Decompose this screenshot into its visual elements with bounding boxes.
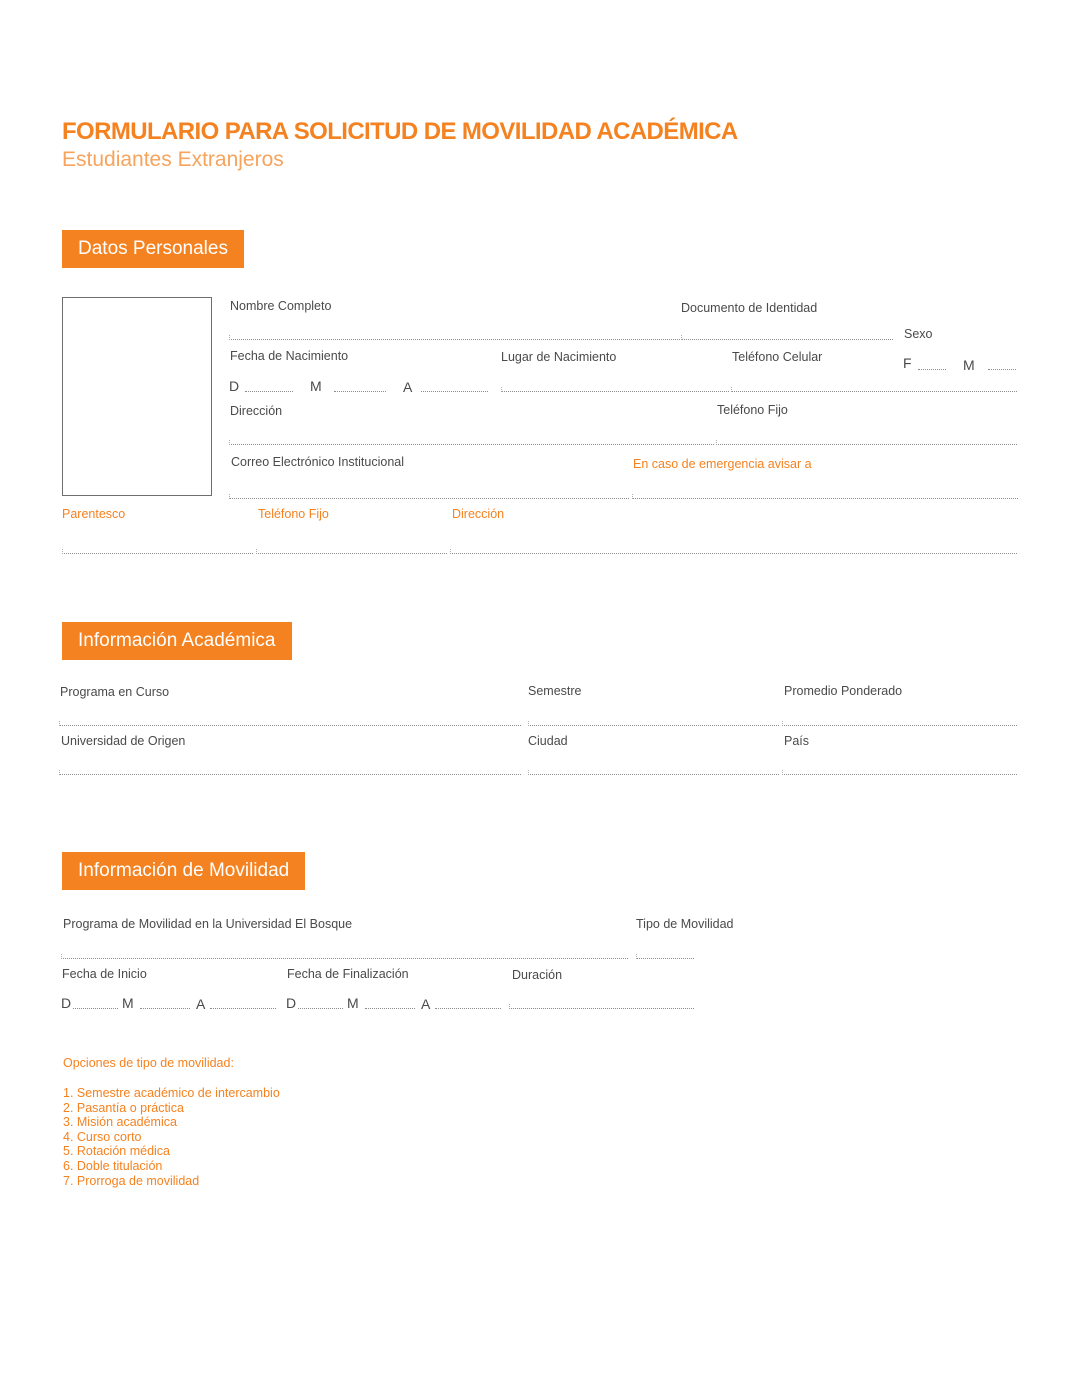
label-semestre: Semestre (528, 684, 582, 698)
programa-movilidad-field[interactable] (61, 954, 628, 959)
fin-mes-letter: M (347, 995, 359, 1011)
label-duracion: Duración (512, 968, 563, 982)
label-sexo: Sexo (904, 327, 933, 341)
fecha-nac-mes-field[interactable] (334, 387, 386, 392)
fecha-nac-anio-letter: A (403, 379, 413, 395)
label-documento-identidad: Documento de Identidad (681, 301, 818, 315)
inicio-anio-letter: A (196, 996, 206, 1012)
fecha-nac-dia-field[interactable] (245, 387, 293, 392)
lugar-nacimiento-field[interactable] (501, 387, 729, 392)
label-correo: Correo Electrónico Institucional (231, 455, 404, 469)
option-item: 7. Prorroga de movilidad (63, 1173, 200, 1188)
label-fecha-inicio: Fecha de Inicio (62, 967, 147, 981)
telefono-celular-field[interactable] (731, 387, 1017, 392)
fecha-nac-anio-field[interactable] (421, 387, 488, 392)
emergencia-field[interactable] (632, 494, 1018, 499)
sexo-m-letter: M (963, 357, 975, 373)
sexo-m-field[interactable] (988, 365, 1016, 370)
label-ciudad: Ciudad (528, 734, 568, 748)
inicio-anio-field[interactable] (210, 1004, 276, 1009)
pais-field[interactable] (782, 770, 1017, 775)
ciudad-field[interactable] (528, 770, 779, 775)
documento-identidad-field[interactable] (681, 335, 893, 340)
inicio-mes-letter: M (122, 995, 134, 1011)
label-emergencia-telefono: Teléfono Fijo (258, 507, 329, 521)
label-lugar-nacimiento: Lugar de Nacimiento (501, 350, 617, 364)
label-universidad-origen: Universidad de Origen (61, 734, 186, 748)
fecha-nac-dia-letter: D (229, 378, 240, 394)
label-emergencia: En caso de emergencia avisar a (633, 457, 812, 471)
option-item: 5. Rotación médica (63, 1144, 171, 1159)
options-title: Opciones de tipo de movilidad: (63, 1056, 234, 1070)
label-programa-movilidad: Programa de Movilidad en la Universidad El Bosque (63, 917, 353, 931)
duracion-field[interactable] (509, 1004, 694, 1009)
inicio-mes-field[interactable] (140, 1004, 190, 1009)
fin-anio-field[interactable] (435, 1004, 501, 1009)
sexo-f-letter: F (903, 355, 912, 371)
section-header-personal: Datos Personales (62, 230, 244, 268)
option-item: 6. Doble titulación (63, 1158, 163, 1173)
tipo-movilidad-field[interactable] (636, 954, 694, 959)
label-pais: País (784, 734, 810, 748)
option-item: 3. Misión académica (63, 1115, 177, 1130)
semestre-field[interactable] (528, 721, 779, 726)
option-item: 4. Curso corto (63, 1129, 142, 1144)
correo-field[interactable] (229, 494, 629, 499)
section-header-academic: Información Académica (62, 622, 292, 660)
label-parentesco: Parentesco (62, 507, 126, 521)
emergencia-direccion-field[interactable] (450, 549, 1017, 554)
label-nombre-completo: Nombre Completo (230, 299, 332, 313)
fecha-nac-mes-letter: M (310, 378, 322, 394)
nombre-completo-field[interactable] (229, 335, 680, 340)
fin-mes-field[interactable] (365, 1004, 415, 1009)
photo-box (62, 297, 212, 496)
universidad-origen-field[interactable] (59, 770, 521, 775)
label-promedio: Promedio Ponderado (784, 684, 903, 698)
label-fecha-nacimiento: Fecha de Nacimiento (230, 349, 349, 363)
promedio-field[interactable] (782, 721, 1017, 726)
section-header-mobility: Información de Movilidad (62, 852, 305, 890)
inicio-dia-field[interactable] (73, 1004, 118, 1009)
label-telefono-fijo: Teléfono Fijo (717, 403, 788, 417)
label-telefono-celular: Teléfono Celular (732, 350, 823, 364)
sexo-f-field[interactable] (918, 365, 946, 370)
label-tipo-movilidad: Tipo de Movilidad (636, 917, 734, 931)
direccion-field[interactable] (229, 440, 714, 445)
form-subtitle: Estudiantes Extranjeros (62, 148, 284, 171)
form-title: FORMULARIO PARA SOLICITUD DE MOVILIDAD ACADÉMICA (62, 118, 738, 145)
emergencia-telefono-field[interactable] (256, 549, 447, 554)
label-programa-curso: Programa en Curso (60, 685, 170, 699)
option-item: 2. Pasantía o práctica (63, 1100, 184, 1115)
fin-anio-letter: A (421, 996, 431, 1012)
telefono-fijo-field[interactable] (716, 440, 1017, 445)
programa-curso-field[interactable] (59, 721, 521, 726)
fin-dia-letter: D (286, 995, 297, 1011)
label-direccion: Dirección (230, 404, 283, 418)
inicio-dia-letter: D (61, 995, 72, 1011)
option-item: 1. Semestre académico de intercambio (63, 1086, 280, 1100)
label-emergencia-direccion: Dirección (452, 507, 505, 521)
label-fecha-finalizacion: Fecha de Finalización (287, 967, 409, 981)
options-list (63, 1086, 280, 1188)
fin-dia-field[interactable] (298, 1004, 343, 1009)
parentesco-field[interactable] (62, 549, 253, 554)
